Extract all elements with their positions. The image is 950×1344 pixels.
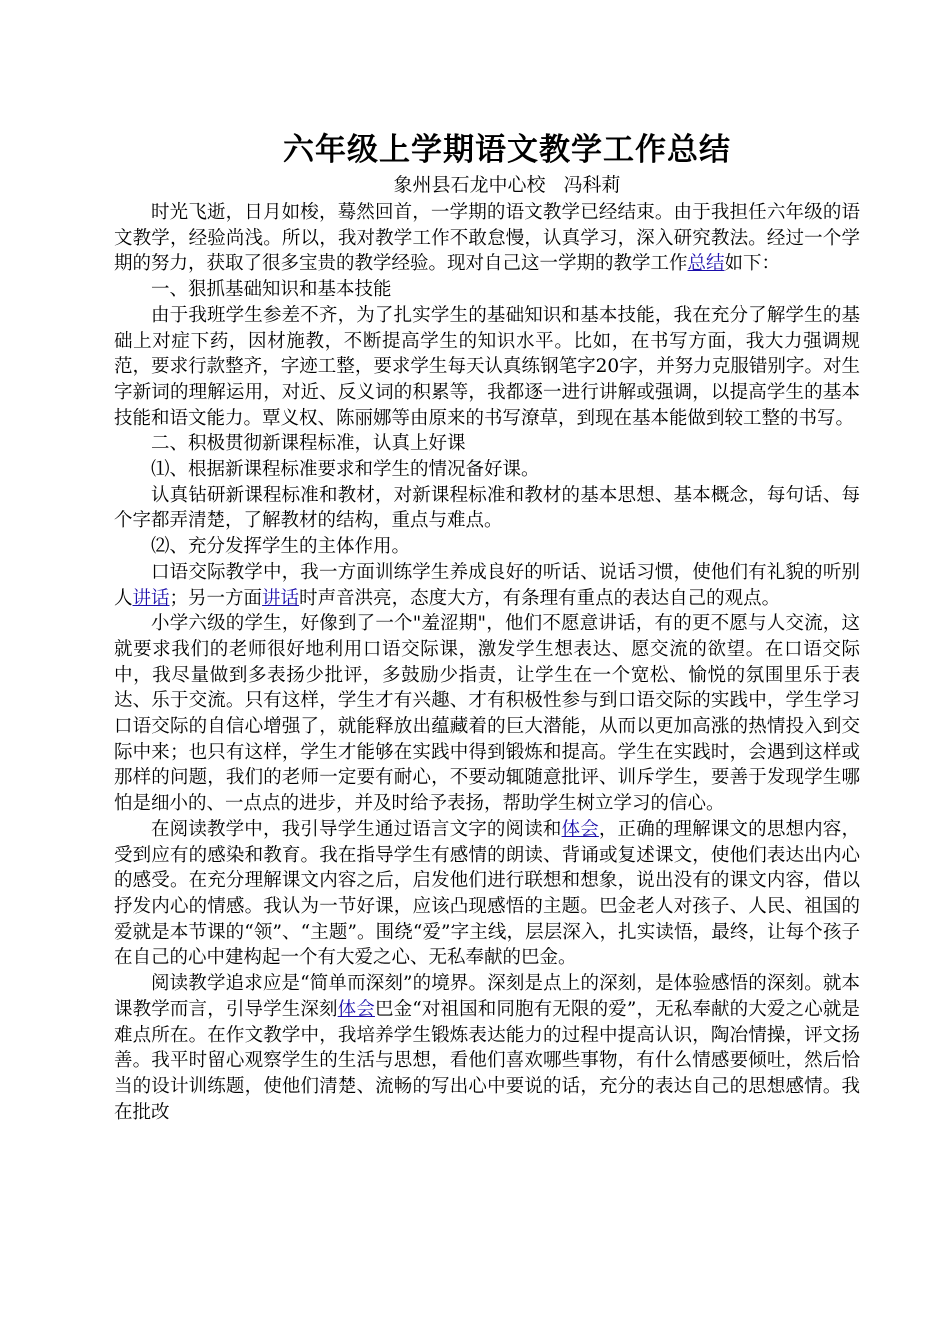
keyword-link[interactable]: 总结 — [687, 253, 725, 275]
paragraph-text: ，正确的理解课文的思想内容，受到应有的感染和教育。我在指导学生有感情的朗读、背诵或复述课文，使他们表达出内心的感受。在充分理解课文内容之后，启发他们进行联想和想象，说出没有的课文内容，借以抒发内心的情感。我认为一节好课，应该凸现感悟的主题。巴金老人对孩子、人民、祖国的爱就是本节课的“领”、“主题”。围绕“爱”字主线，层层深入，扎实读悟，最终，让每个孩子在自己的心中建构起一个有大爱之心、无私奉献的巴金。 — [114, 818, 860, 969]
keyword-link[interactable]: 体会 — [337, 998, 375, 1020]
paragraph-text: 口语交际教学中，我一方面训练学生养成良好的听话、说话习惯，使他们有礼貌的听别人 — [114, 561, 860, 609]
paragraph — [114, 817, 860, 971]
paragraph-text: ；另一方面 — [169, 587, 263, 609]
paragraph-text: 一、狠抓基础知识和基本技能 — [151, 279, 392, 301]
paragraph — [114, 534, 860, 560]
keyword-link[interactable]: 体会 — [561, 818, 599, 840]
paragraph — [114, 560, 860, 611]
keyword-link[interactable]: 讲话 — [262, 587, 300, 609]
author-name: 冯科莉 — [563, 174, 621, 196]
paragraph-text: 时光飞逝，日月如梭，蓦然回首，一学期的语文教学已经结束。由于我担任六年级的语文教学，经验尚浅。所以，我对教学工作不敢怠慢，认真学习，深入研究教法。经过一个学期的努力，获取了很多宝贵的教学经验。现对自己这一学期的教学工作 — [114, 202, 860, 275]
paragraph-text: ⑴、根据新课程标准要求和学生的情况备好课。 — [151, 459, 540, 481]
paragraph — [114, 431, 860, 457]
paragraph — [114, 611, 860, 817]
paragraph — [114, 483, 860, 534]
paragraph-text: 在阅读教学中，我引导学生通过语言文字的阅读和 — [151, 818, 562, 840]
paragraph — [114, 200, 860, 277]
author-school: 象州县石龙中心校 — [393, 174, 546, 196]
document-title: 六年级上学期语文教学工作总结 — [283, 132, 731, 168]
paragraph-text: 由于我班学生参差不齐，为了扎实学生的基础知识和基本技能，我在充分了解学生的基础上对症下药，因材施教，不断提高学生的知识水平。比如，在书写方面，我大力强调规范，要求行款整齐，字迹工整，要求学生每天认真练钢笔字20字，并努力克服错别字。对生字新词的理解运用，对近、反义词的积累等，我都逐一进行讲解或强调，以提高学生的基本技能和语文能力。覃义权、陈丽娜等由原来的书写潦草，到现在基本能做到较工整的书写。 — [114, 304, 860, 429]
paragraph — [114, 277, 860, 303]
paragraph — [114, 457, 860, 483]
paragraph-text: 巴金“对祖国和同胞有无限的爱”，无私奉献的大爱之心就是难点所在。在作文教学中，我培养学生锻炼表达能力的过程中提高认识，陶冶情操，评文扬善。我平时留心观察学生的生活与思想，看他们喜欢哪些事物，有什么情感要倾吐，然后恰当的设计训练题，使他们清楚、流畅的写出心中要说的话，充分的表达自己的思想感情。我在批改 — [114, 998, 860, 1123]
author-line — [114, 172, 860, 198]
document-page — [114, 128, 860, 1125]
paragraph-text: 如下： — [724, 253, 781, 275]
paragraph-text: ⑵、充分发挥学生的主体作用。 — [151, 536, 411, 558]
paragraph-text: 认真钻研新课程标准和教材，对新课程标准和教材的基本思想、基本概念，每句话、每个字都弄清楚，了解教材的结构，重点与难点。 — [114, 484, 860, 532]
keyword-link[interactable]: 讲话 — [132, 587, 170, 609]
paragraph-text: 二、积极贯彻新课程标准，认真上好课 — [151, 433, 466, 455]
paragraph-text: 阅读教学追求应是“简单而深刻”的境界。深刻是点上的深刻，是体验感悟的深刻。就本课教学而言，引导学生深刻 — [114, 973, 860, 1020]
paragraph — [114, 971, 860, 1125]
paragraph-text: 小学六级的学生，好像到了一个"羞涩期"，他们不愿意讲话，有的更不愿与人交流，这就要求我们的老师很好地利用口语交际课，激发学生想表达、愿交流的欲望。在口语交际中，我尽量做到多表扬少批评，多鼓励少指责，让学生在一个宽松、愉悦的氛围里乐于表达、乐于交流。只有这样，学生才有兴趣、才有积极性参与到口语交际的实践中，学生学习口语交际的自信心增强了，就能释放出蕴藏着的巨大潜能，从而以更加高涨的热情投入到交际中来；也只有这样，学生才能够在实践中得到锻炼和提高。学生在实践时，会遇到这样或那样的问题，我们的老师一定要有耐心，不要动辄随意批评、训斥学生，要善于发现学生哪怕是细小的、一点点的进步，并及时给予表扬，帮助学生树立学习的信心。 — [114, 613, 860, 815]
paragraph — [114, 303, 860, 432]
document-body — [114, 200, 860, 1125]
paragraph-text: 时声音洪亮，态度大方，有条理有重点的表达自己的观点。 — [299, 587, 781, 609]
